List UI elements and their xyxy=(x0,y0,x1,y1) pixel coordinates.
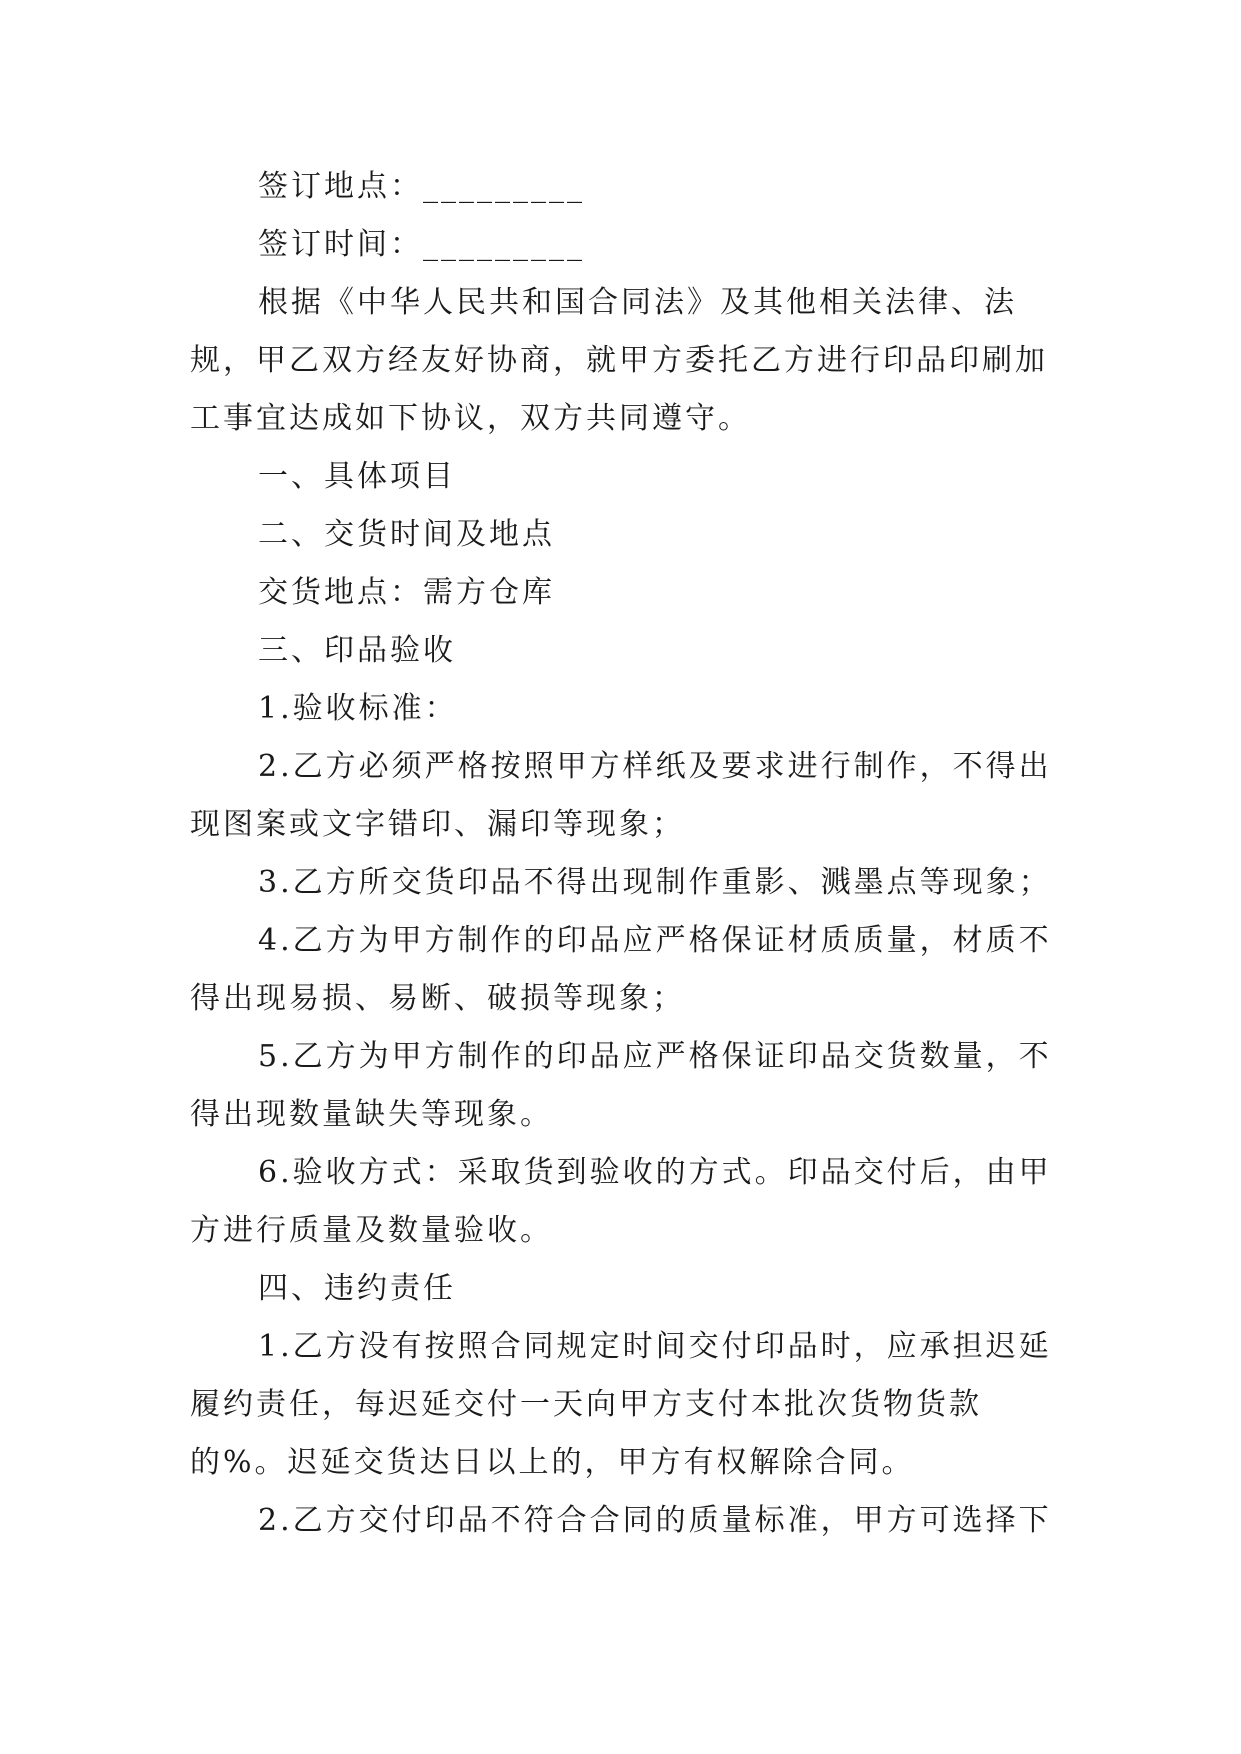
intro-paragraph: 根据《中华人民共和国合同法》及其他相关法律、法规，甲乙双方经友好协商，就甲方委托乙方进行印品印刷加工事宜达成如下协议，双方共同遵守。 xyxy=(190,285,1048,436)
liability-item-1: 1.乙方没有按照合同规定时间交付印品时，应承担迟延履约责任，每迟延交付一天向甲方支付本批次货物货款的%。迟延交货达日以上的，甲方有权解除合同。 xyxy=(190,1329,1052,1480)
delivery-place: 交货地点：需方仓库 xyxy=(258,575,555,610)
signing-place: 签订地点：_________ xyxy=(258,169,585,204)
section-3-title: 三、印品验收 xyxy=(258,633,456,668)
acceptance-item-3: 3.乙方所交货印品不得出现制作重影、溅墨点等现象； xyxy=(258,865,1052,900)
acceptance-item-5: 5.乙方为甲方制作的印品应严格保证印品交货数量，不得出现数量缺失等现象。 xyxy=(190,1039,1052,1132)
acceptance-item-1: 1.验收标准： xyxy=(258,691,458,726)
section-2-title: 二、交货时间及地点 xyxy=(258,517,555,552)
section-1-title: 一、具体项目 xyxy=(258,459,456,494)
contract-page xyxy=(190,158,1052,1550)
acceptance-item-6: 6.验收方式：采取货到验收的方式。印品交付后，由甲方进行质量及数量验收。 xyxy=(190,1155,1052,1248)
signing-time: 签订时间：_________ xyxy=(258,227,585,262)
section-4-title: 四、违约责任 xyxy=(258,1271,456,1306)
acceptance-item-2: 2.乙方必须严格按照甲方样纸及要求进行制作，不得出现图案或文字错印、漏印等现象； xyxy=(190,749,1052,842)
acceptance-item-4: 4.乙方为甲方制作的印品应严格保证材质质量，材质不得出现易损、易断、破损等现象； xyxy=(190,923,1052,1016)
liability-item-2: 2.乙方交付印品不符合合同的质量标准，甲方可选择下 xyxy=(258,1503,1052,1538)
